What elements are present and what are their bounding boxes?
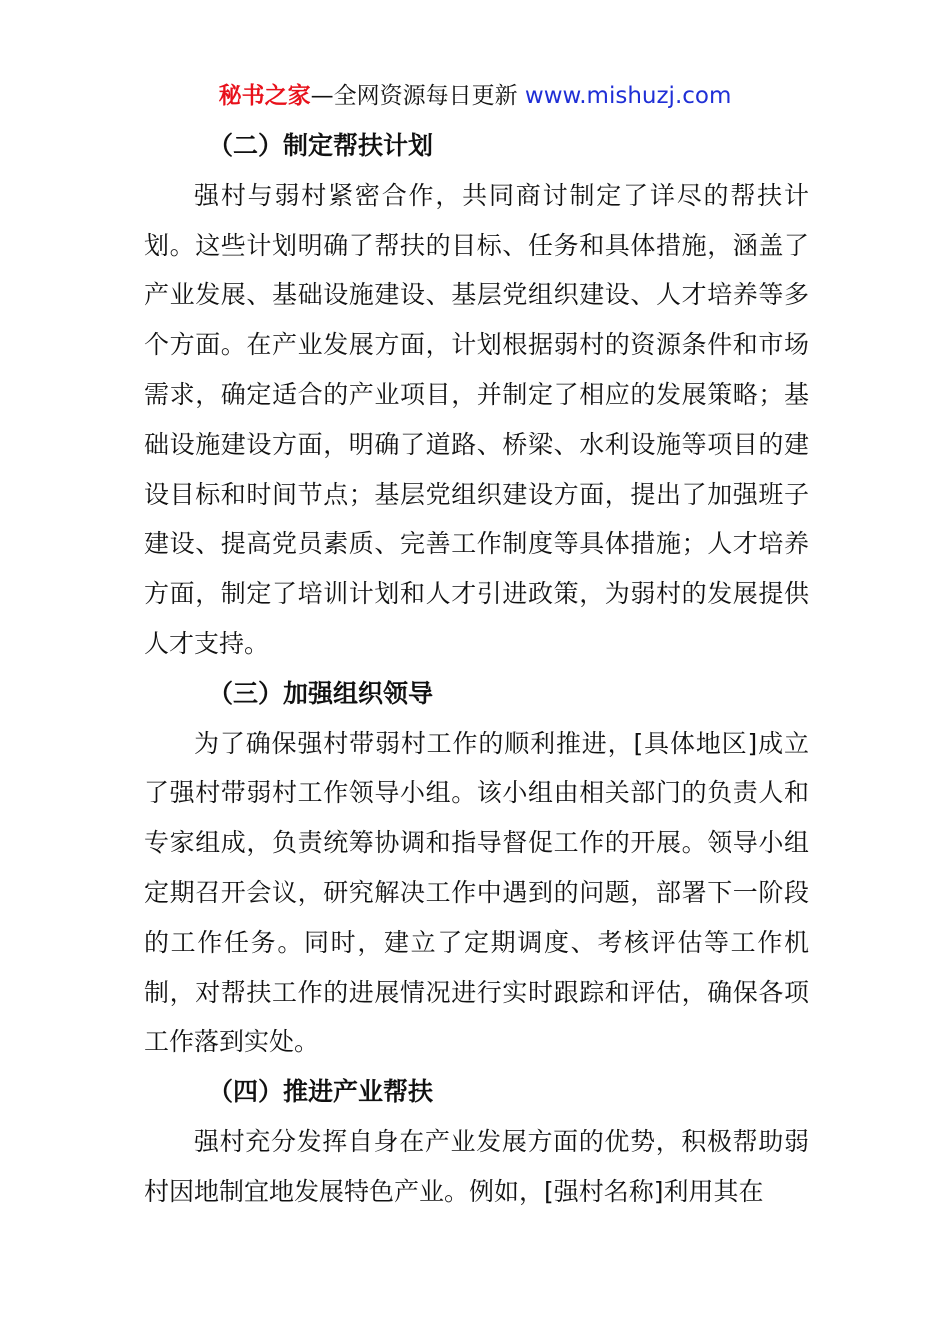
brand-name: 秘书之家 xyxy=(218,83,311,109)
page-header xyxy=(0,80,950,112)
section-paragraph-3: 为了确保强村带弱村工作的顺利推进，[具体地区]成立了强村带弱村工作领导小组。该小组由相关部门的负责人和专家组成，负责统筹协调和指导督促工作的开展。领导小组定期召开会议，研究解决工作中遇到的问题，部署下一阶段的工作任务。同时，建立了定期调度、考核评估等工作机制，对帮扶工作的进展情况进行实时跟踪和评估，确保各项工作落到实处。 xyxy=(144,728,809,1057)
site-url[interactable]: www.mishuzj.com xyxy=(524,83,732,109)
section-paragraph-2: 强村与弱村紧密合作，共同商讨制定了详尽的帮扶计划。这些计划明确了帮扶的目标、任务和具体措施，涵盖了产业发展、基础设施建设、基层党组织建设、人才培养等多个方面。在产业发展方面，计划根据弱村的资源条件和市场需求，确定适合的产业项目，并制定了相应的发展策略；基础设施建设方面，明确了道路、桥梁、水利设施等项目的建设目标和时间节点；基层党组织建设方面，提出了加强班子建设、提高党员素质、完善工作制度等具体措施；人才培养方面，制定了培训计划和人才引进政策，为弱村的发展提供人才支持。 xyxy=(144,180,809,658)
header-tagline: —全网资源每日更新 xyxy=(310,83,525,109)
section-heading-2: （二）制定帮扶计划 xyxy=(208,131,434,160)
section-heading-3: （三）加强组织领导 xyxy=(208,678,434,708)
section-paragraph-4: 强村充分发挥自身在产业发展方面的优势，积极帮助弱村因地制宜地发展特色产业。例如，[强村名称]利用其在 xyxy=(144,1126,809,1206)
section-heading-4: （四）推进产业帮扶 xyxy=(208,1077,434,1107)
document-body xyxy=(144,121,809,1217)
